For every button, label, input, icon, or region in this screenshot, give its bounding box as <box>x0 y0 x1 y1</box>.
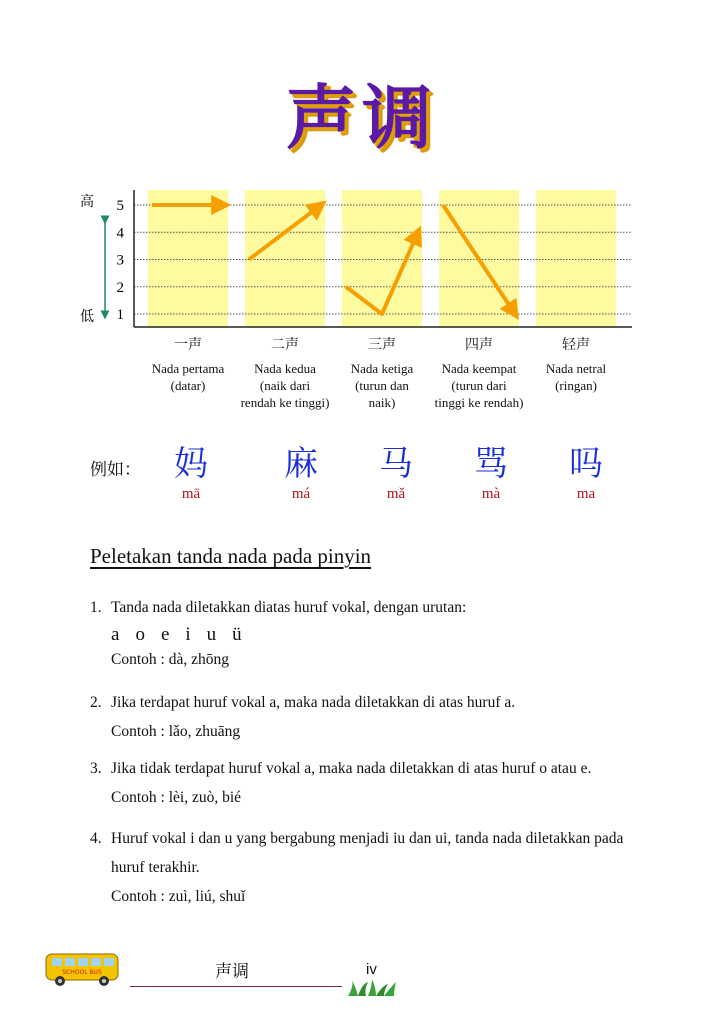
vowel-order: a o e i u ü <box>111 624 242 645</box>
rule-3: 3. Jika tidak terdapat huruf vokal a, maka nada diletakkan di atas huruf o atau e. Contoh : lèi, zuò, bié <box>90 760 592 806</box>
tone-description-line: Nada kedua <box>254 361 316 376</box>
example-character <box>151 444 231 503</box>
example-character <box>356 444 436 503</box>
tone-description-line: naik) <box>368 395 396 410</box>
example-character <box>261 444 341 503</box>
axis-high-label: 高 <box>80 194 94 210</box>
rule-1: 1. Tanda nada diletakkan diatas huruf vokal, dengan urutan: a o e i u ü Contoh : dà, zhōng <box>90 597 650 670</box>
example-hanzi: 妈 <box>174 444 208 484</box>
tone-band <box>342 190 422 327</box>
example-pinyin: mà <box>481 486 501 502</box>
page-title: 声调 <box>286 77 438 159</box>
tone-description-line: (turun dan <box>355 378 409 393</box>
page-number: iv <box>366 961 377 978</box>
school-bus-logo <box>42 946 122 990</box>
y-tick-label: 4 <box>116 225 124 242</box>
example-character <box>546 444 626 503</box>
tone-name: 四声 <box>465 337 493 353</box>
bus-text: SCHOOL BUS <box>62 969 102 976</box>
y-tick-label: 1 <box>116 307 124 323</box>
tone-description-line: Nada ketiga <box>350 361 414 376</box>
section-heading: Peletakan tanda nada pada pinyin <box>90 544 372 568</box>
example-pinyin: mā <box>181 486 201 502</box>
y-tick-label: 3 <box>116 252 124 269</box>
tone-name: 轻声 <box>562 337 590 353</box>
tone-description-line: Nada netral <box>545 361 607 376</box>
tone-description-line: (turun dari <box>451 378 507 393</box>
example-hanzi: 麻 <box>284 444 318 484</box>
y-tick-label: 5 <box>116 198 124 214</box>
tone-description-line: (naik dari <box>259 378 311 393</box>
example-pinyin: má <box>291 486 311 502</box>
example-pinyin: ma <box>576 486 596 502</box>
example-pinyin: mǎ <box>386 486 406 502</box>
axis-low-label: 低 <box>80 309 94 325</box>
rule-4: 4. Huruf vokal i dan u yang bergabung menjadi iu dan ui, tanda nada diletakkan pada huruf terakhir. Contoh : zuì, liú, shuǐ <box>90 830 624 905</box>
example-hanzi: 吗 <box>569 444 603 484</box>
grass-icon <box>346 978 400 998</box>
tone-band <box>148 190 228 327</box>
tone-chart <box>72 182 642 332</box>
tone-name: 二声 <box>271 337 299 353</box>
tone-description-line: (datar) <box>170 378 206 393</box>
example-hanzi: 骂 <box>474 444 508 484</box>
tone-description-line: tinggi ke rendah) <box>434 395 524 410</box>
tone-description-line: (ringan) <box>555 378 597 393</box>
tone-description-line: Nada pertama <box>151 361 225 376</box>
tone-name: 三声 <box>368 337 396 353</box>
tone-name: 一声 <box>174 337 202 353</box>
tone-description-line: rendah ke tinggi) <box>240 395 330 410</box>
footer-title: 声调 <box>215 962 249 982</box>
example-hanzi: 马 <box>379 444 413 484</box>
y-tick-label: 2 <box>116 279 124 296</box>
rule-2: 2. Jika terdapat huruf vokal a, maka nada diletakkan di atas huruf a. Contoh : lǎo, zhuāng <box>90 694 516 740</box>
example-character <box>451 444 531 503</box>
footer-divider <box>130 986 342 987</box>
tone-band <box>536 190 616 327</box>
tone-label <box>516 337 636 394</box>
tone-description-line: Nada keempat <box>441 361 517 376</box>
examples-label: 例如： <box>90 460 141 480</box>
